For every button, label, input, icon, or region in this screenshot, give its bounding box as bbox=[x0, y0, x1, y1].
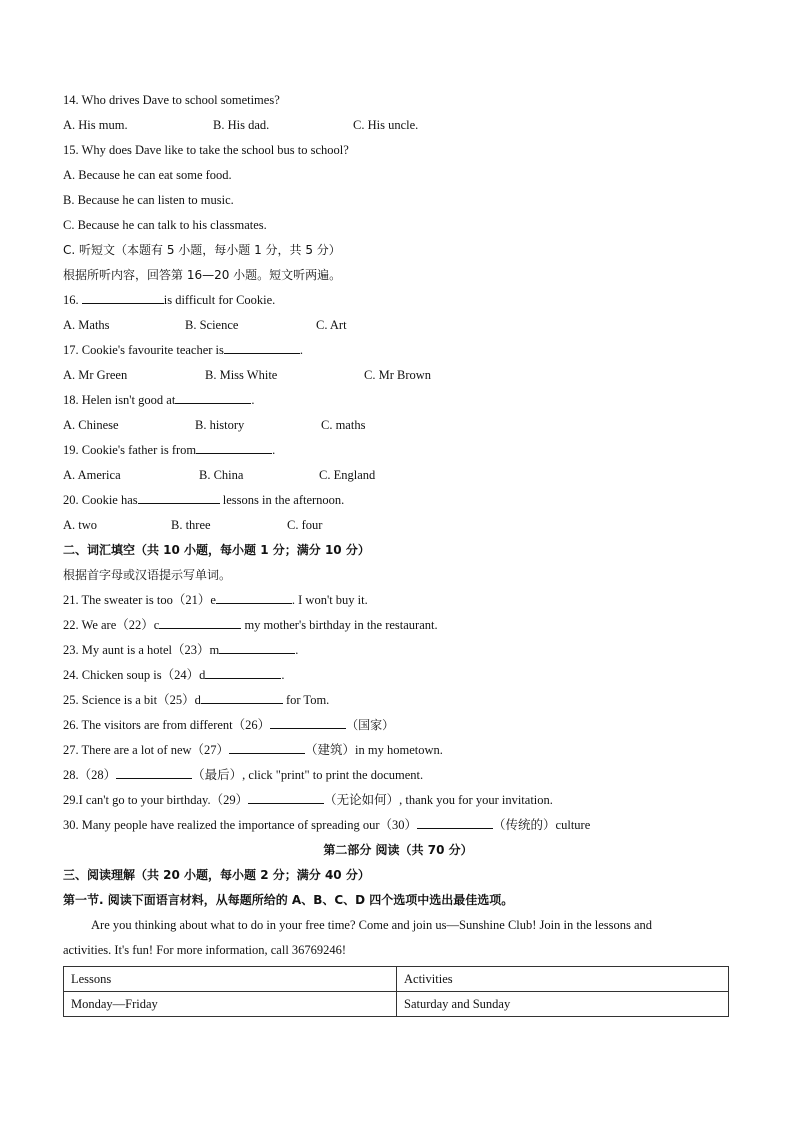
table-row bbox=[64, 992, 729, 1017]
question-20-stem: 20. Cookie has lessons in the afternoon. bbox=[63, 488, 733, 513]
option-c: C. Art bbox=[316, 318, 347, 332]
answer-blank[interactable] bbox=[229, 740, 305, 754]
answer-blank[interactable] bbox=[219, 640, 295, 654]
option-c: C. Because he can talk to his classmates. bbox=[63, 218, 267, 232]
option-a: A. Chinese bbox=[63, 418, 119, 432]
vocab-item: 22. We are（22）c my mother's birthday in the restaurant. bbox=[63, 613, 733, 638]
option-b: B. Miss White bbox=[205, 368, 278, 382]
part-2-instruction: 根据首字母或汉语提示写单词。 bbox=[63, 568, 232, 582]
option-b: B. Science bbox=[185, 318, 239, 332]
answer-blank[interactable] bbox=[270, 715, 346, 729]
option-c: C. His uncle. bbox=[353, 118, 419, 132]
vocab-item: 26. The visitors are from different（26） （国家） bbox=[63, 713, 733, 738]
option-a: A. Maths bbox=[63, 318, 110, 332]
answer-blank[interactable] bbox=[248, 790, 324, 804]
answer-blank[interactable] bbox=[216, 590, 292, 604]
table-cell: Saturday and Sunday bbox=[397, 992, 729, 1017]
answer-blank[interactable] bbox=[175, 390, 251, 404]
question-17-stem: 17. Cookie's favourite teacher is . bbox=[63, 338, 733, 363]
vocab-item: 23. My aunt is a hotel（23）m . bbox=[63, 638, 733, 663]
option-c: C. England bbox=[319, 468, 376, 482]
part-2-reading-heading: 第二部分 阅读（共 70 分） bbox=[323, 843, 473, 857]
option-c: C. Mr Brown bbox=[364, 368, 432, 382]
option-b: B. history bbox=[195, 418, 245, 432]
section-1-title: 第一节. 阅读下面语言材料，从每题所给的 A、B、C、D 四个选项中选出最佳选项。 bbox=[63, 893, 514, 907]
section-c-instruction: 根据所听内容，回答第 16—20 小题。短文听两遍。 bbox=[63, 268, 342, 282]
answer-blank[interactable] bbox=[159, 615, 241, 629]
option-b: B. three bbox=[171, 518, 211, 532]
option-b: B. China bbox=[199, 468, 244, 482]
option-c: C. four bbox=[287, 518, 323, 532]
vocab-item: 24. Chicken soup is（24）d . bbox=[63, 663, 733, 688]
option-b: B. His dad. bbox=[213, 118, 270, 132]
option-b: B. Because he can listen to music. bbox=[63, 193, 234, 207]
question-15-stem: 15. Why does Dave like to take the school bus to school? bbox=[63, 143, 349, 157]
vocab-item: 25. Science is a bit（25）d for Tom. bbox=[63, 688, 733, 713]
answer-blank[interactable] bbox=[201, 690, 283, 704]
option-a: A. Mr Green bbox=[63, 368, 128, 382]
vocab-item: 21. The sweater is too（21）e . I won't buy it. bbox=[63, 588, 733, 613]
part-2-title: 二、词汇填空（共 10 小题，每小题 1 分；满分 10 分） bbox=[63, 543, 370, 557]
table-header-activities: Activities bbox=[397, 967, 729, 992]
question-14-stem: 14. Who drives Dave to school sometimes? bbox=[63, 93, 280, 107]
question-17-options bbox=[63, 363, 733, 388]
table-header-lessons: Lessons bbox=[64, 967, 397, 992]
answer-blank[interactable] bbox=[224, 340, 300, 354]
question-16-options bbox=[63, 313, 733, 338]
answer-blank[interactable] bbox=[196, 440, 272, 454]
answer-blank[interactable] bbox=[116, 765, 192, 779]
club-schedule-table bbox=[63, 966, 729, 1017]
answer-blank[interactable] bbox=[82, 290, 164, 304]
passage-line-2: activities. It's fun! For more information, call 36769246! bbox=[63, 943, 347, 957]
vocab-item: 30. Many people have realized the importance of spreading our（30） （传统的）culture bbox=[63, 813, 733, 838]
question-19-stem: 19. Cookie's father is from . bbox=[63, 438, 733, 463]
vocab-item: 29.I can't go to your birthday.（29） （无论如何）, thank you for your invitation. bbox=[63, 788, 733, 813]
section-c-title: C. 听短文（本题有 5 小题，每小题 1 分，共 5 分） bbox=[63, 243, 341, 257]
option-a: A. two bbox=[63, 518, 98, 532]
passage-line-1: Are you thinking about what to do in your free time? Come and join us—Sunshine Club! Join in the lessons and bbox=[91, 918, 653, 932]
part-3-title: 三、阅读理解（共 20 小题，每小题 2 分；满分 40 分） bbox=[63, 868, 370, 882]
question-19-options bbox=[63, 463, 733, 488]
option-a: A. America bbox=[63, 468, 121, 482]
answer-blank[interactable] bbox=[417, 815, 493, 829]
vocab-item: 27. There are a lot of new（27） （建筑）in my hometown. bbox=[63, 738, 733, 763]
answer-blank[interactable] bbox=[138, 490, 220, 504]
option-a: A. Because he can eat some food. bbox=[63, 168, 232, 182]
question-18-stem: 18. Helen isn't good at . bbox=[63, 388, 733, 413]
answer-blank[interactable] bbox=[205, 665, 281, 679]
question-20-options bbox=[63, 513, 733, 538]
question-16-stem: 16. is difficult for Cookie. bbox=[63, 288, 733, 313]
option-c: C. maths bbox=[321, 418, 366, 432]
vocab-item: 28.（28） （最后）, click "print" to print the document. bbox=[63, 763, 733, 788]
question-14-options bbox=[63, 113, 733, 138]
option-a: A. His mum. bbox=[63, 118, 128, 132]
table-row bbox=[64, 967, 729, 992]
question-18-options bbox=[63, 413, 733, 438]
table-cell: Monday—Friday bbox=[64, 992, 397, 1017]
exam-page bbox=[63, 88, 733, 1017]
